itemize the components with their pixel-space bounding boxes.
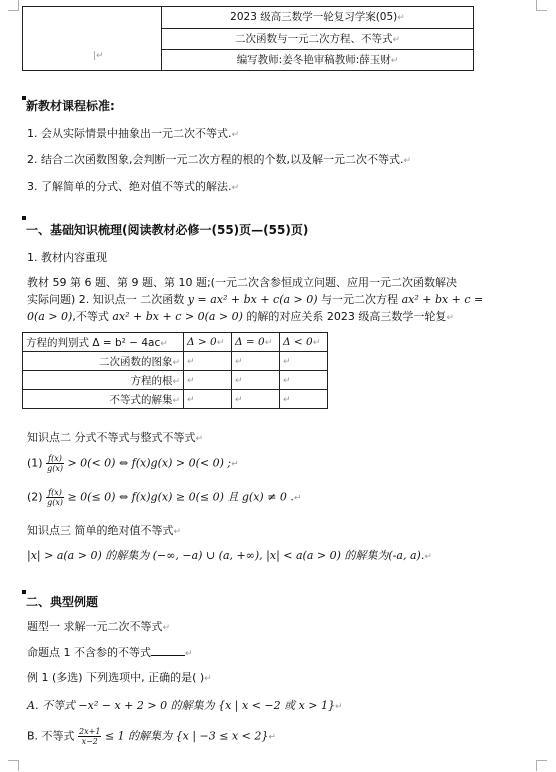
standards-heading: 新教材课程标准: xyxy=(26,99,115,113)
header-subtitle: 二次函数与一元二次方程、不等式↵ xyxy=(162,28,473,49)
table-cell: ↵ xyxy=(280,390,328,409)
section1-paragraph-line-2: 实际问题) 2. 知识点一 二次函数 y = ax² + bx + c(a > 0) 与一元二次方程 ax² + bx + c = xyxy=(27,293,484,306)
kp3-line: |x| > a(a > 0) 的解集为 (−∞, −a) ∪ (a, +∞), |x| < a(a > 0) 的解集为(-a, a).↵ xyxy=(27,549,432,562)
crop-mark-top-left xyxy=(8,0,19,11)
table-header-row xyxy=(23,333,328,352)
standards-item-2: 2. 结合二次函数图象,会判断一元二次方程的根的个数,以及解一元二次不等式.↵ xyxy=(27,153,412,166)
table-row-label: 不等式的解集↵ xyxy=(23,390,184,409)
kp2-title: 知识点二 分式不等式与整式不等式↵ xyxy=(27,431,204,444)
fraction: $\frac{f(x)}{g(x)}$ xyxy=(47,488,63,507)
table-header-cell: Δ < 0↵ xyxy=(280,333,328,352)
table-cell: ↵ xyxy=(232,352,280,371)
header-title: 2023 级高三数学一轮复习学案(05)↵ xyxy=(230,11,405,23)
table-row-label: 二次函数的图象↵ xyxy=(23,352,184,371)
kp3-title: 知识点三 简单的绝对值不等式↵ xyxy=(27,524,182,537)
section1-item-1: 1. 教材内容重现 xyxy=(27,251,107,264)
table-cell: ↵ xyxy=(280,352,328,371)
table-cell: ↵ xyxy=(184,352,232,371)
section1-heading: 一、基础知识梳理(阅读教材必修一(55)页—(55)页) xyxy=(26,223,309,237)
fraction: $\frac{f(x)}{g(x)}$ xyxy=(47,454,63,473)
crop-mark-top-right xyxy=(536,0,547,11)
header-logo-cell xyxy=(23,7,162,70)
section1-paragraph-line-1: 教材 59 第 6 题、第 9 题、第 10 题;(一元二次含参恒成立问题、应用一元二次函数解决 xyxy=(27,276,457,289)
table-cell: ↵ xyxy=(184,390,232,409)
type1-title: 题型一 求解一元二次不等式↵ xyxy=(27,620,171,633)
table-row xyxy=(23,371,328,390)
fraction: $\frac{2x+1}{x-2}$ xyxy=(79,727,101,746)
table-cell: ↵ xyxy=(232,371,280,390)
table-header-cell: 方程的判别式 Δ = b² − 4ac↵ xyxy=(23,333,184,352)
crop-mark-bottom-right xyxy=(536,760,547,771)
table-cell: ↵ xyxy=(184,371,232,390)
header-authors: 编写教师:姜冬艳审稿教师:薛玉财↵ xyxy=(162,49,473,70)
standards-item-3: 3. 了解简单的分式、绝对值不等式的解法.↵ xyxy=(27,180,240,193)
example-1: 例 1 (多选) 下列选项中, 正确的是( )↵ xyxy=(27,671,212,684)
kp2-line-2: (2) $\frac{f(x)}{g(x)}$ ≥ 0(≤ 0) ⇔ f(x)g(x) ≥ 0(≤ 0) 且 g(x) ≠ 0 .↵ xyxy=(27,488,302,507)
text-cursor: |↵ xyxy=(93,51,104,61)
section1-paragraph-line-3: 0(a > 0),不等式 ax² + bx + c > 0(a > 0) 的解的对应关系 2023 级高三数学一轮复↵ xyxy=(27,310,454,323)
kp2-line-1: (1) $\frac{f(x)}{g(x)}$ > 0(< 0) ⇔ f(x)g(x) > 0(< 0) ;↵ xyxy=(27,454,239,473)
table-header-cell: Δ = 0↵ xyxy=(232,333,280,352)
option-a: A. 不等式 −x² − x + 2 > 0 的解集为 {x | x < −2 或 x > 1}↵ xyxy=(27,699,343,712)
table-cell: ↵ xyxy=(280,371,328,390)
table-row xyxy=(23,390,328,409)
table-row xyxy=(23,352,328,371)
option-b: B. 不等式 $\frac{2x+1}{x-2}$ ≤ 1 的解集为 {x | −3 ≤ x < 2}↵ xyxy=(27,727,276,746)
discriminant-table xyxy=(22,332,328,409)
point1-title: 命题点 1 不含参的不等式 ↵ xyxy=(27,646,193,659)
table-header-cell: Δ > 0↵ xyxy=(184,333,232,352)
table-row-label: 方程的根↵ xyxy=(23,371,184,390)
section-bullet xyxy=(22,216,26,220)
table-cell: ↵ xyxy=(232,390,280,409)
fill-in-blank xyxy=(151,645,185,656)
header-table xyxy=(22,6,474,71)
crop-mark-bottom-left xyxy=(8,760,19,771)
section2-heading: 二、典型例题 xyxy=(26,595,99,609)
standards-item-1: 1. 会从实际情景中抽象出一元二次不等式.↵ xyxy=(27,127,240,140)
